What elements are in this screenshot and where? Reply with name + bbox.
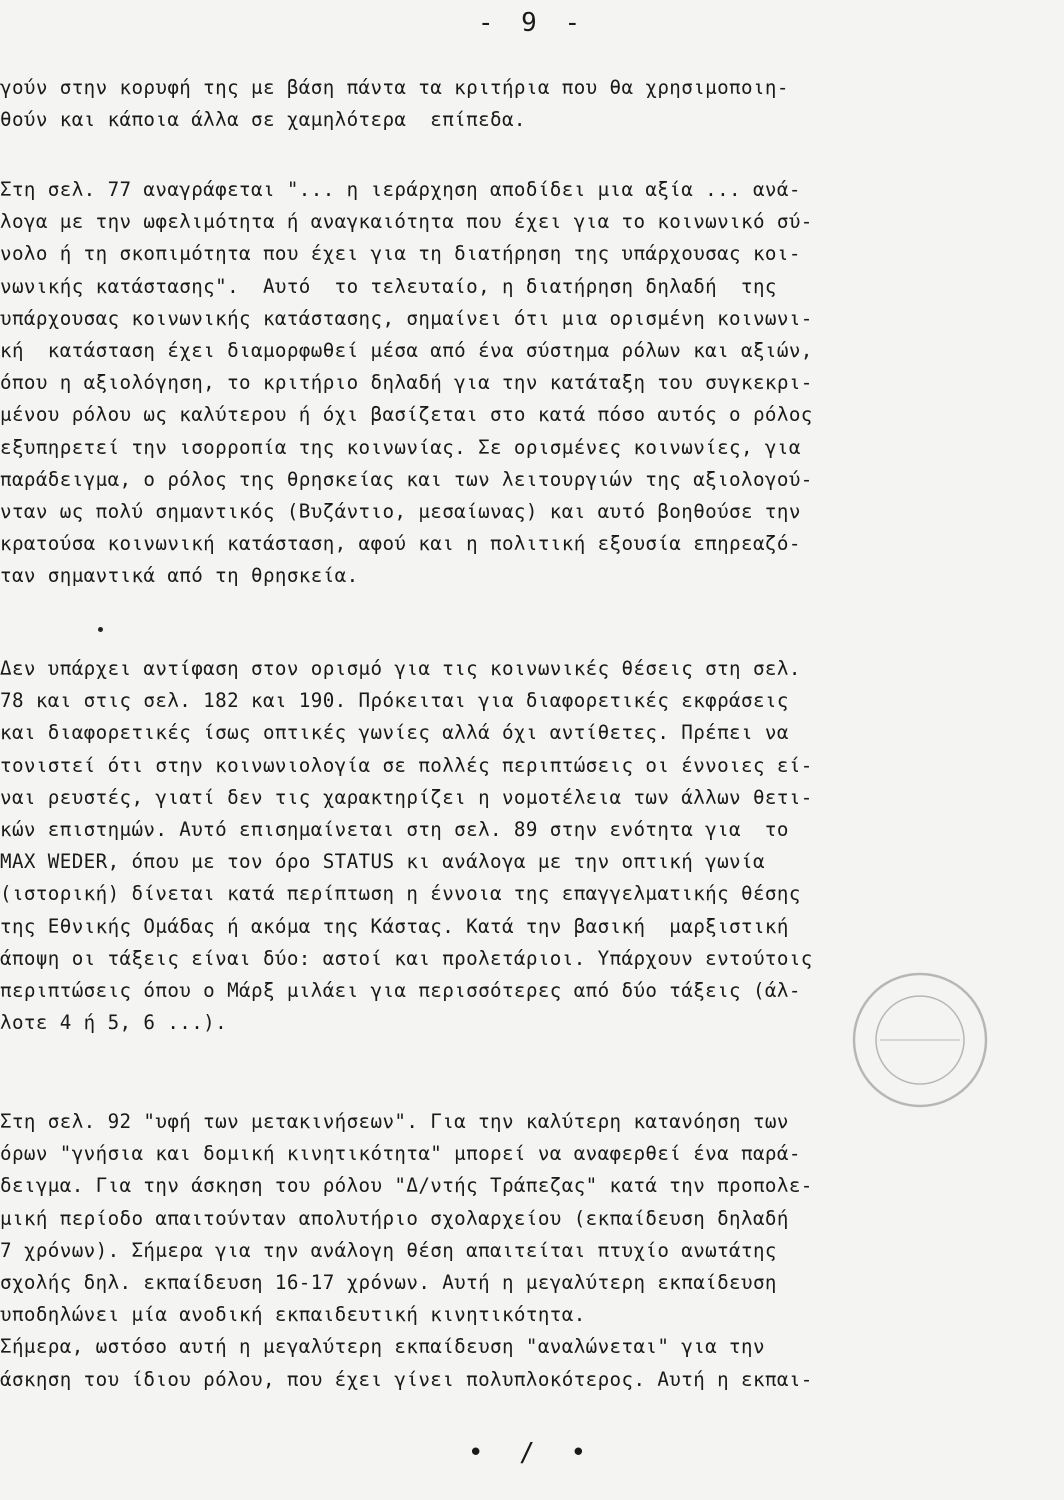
text-line: κή κατάσταση έχει διαμορφωθεί μέσα από ένα σύστημα ρόλων και αξιών, bbox=[0, 338, 813, 362]
text-line: της Εθνικής Ομάδας ή ακόμα της Κάστας. Κατά την βασική μαρξιστική bbox=[0, 914, 789, 938]
text-line: και διαφορετικές ίσως οπτικές γωνίες αλλά όχι αντίθετες. Πρέπει να bbox=[0, 721, 789, 745]
text-line: (ιστορική) δίνεται κατά περίπτωση η έννοια της επαγγελματικής θέσης bbox=[0, 882, 801, 906]
text-line: κρατούσα κοινωνική κατάσταση, αφού και η πολιτική εξουσία επηρεαζό- bbox=[0, 532, 801, 556]
text-line: ταν σημαντικά από τη θρησκεία. bbox=[0, 564, 359, 588]
text-line: όπου η αξιολόγηση, το κριτήριο δηλαδή για την κατάταξη του συγκεκρι- bbox=[0, 371, 813, 395]
page-number: - 9 - bbox=[477, 8, 587, 38]
text-line: κών επιστημών. Αυτό επισημαίνεται στη σελ. 89 στην ενότητα για το bbox=[0, 817, 789, 841]
text-line: Στη σελ. 77 αναγράφεται "... η ιεράρχηση αποδίδει μια αξία ... ανά- bbox=[0, 178, 801, 201]
paragraph-4 bbox=[0, 1106, 1064, 1396]
continuation-mark: • / • bbox=[467, 1438, 597, 1468]
text-line: νολο ή τη σκοπιμότητα που έχει για τη διατήρηση της υπάρχουσας κοι- bbox=[0, 242, 801, 266]
text-line: τονιστεί ότι στην κοινωνιολογία σε πολλές περιπτώσεις οι έννοιες εί- bbox=[0, 753, 813, 777]
text-line: άσκηση του ίδιου ρόλου, που έχει γίνει πολυπλοκότερος. Αυτή η εκπαι- bbox=[0, 1367, 813, 1391]
library-stamp bbox=[850, 970, 990, 1110]
text-line: νταν ως πολύ σημαντικός (Βυζάντιο, μεσαίωνας) και αυτό βοηθούσε την bbox=[0, 499, 801, 523]
text-line: MAX WEDER, όπου με τον όρο STATUS κι ανάλογα με την οπτική γωνία bbox=[0, 850, 765, 874]
text-line: λοτε 4 ή 5, 6 ...). bbox=[0, 1011, 228, 1035]
text-line: υπάρχουσας κοινωνικής κατάστασης, σημαίνει ότι μια ορισμένη κοινωνι- bbox=[0, 306, 813, 330]
paragraph-1 bbox=[0, 72, 1064, 136]
paragraph-2 bbox=[0, 174, 1064, 592]
text-line: υποδηλώνει μία ανοδική εκπαιδευτική κινητικότητα. bbox=[0, 1303, 586, 1327]
text-line: όρων "γνήσια και δομική κινητικότητα" μπορεί να αναφερθεί ένα παρά- bbox=[0, 1142, 801, 1166]
text-line: περιπτώσεις όπου ο Μάρξ μιλάει για περισσότερες από δύο τάξεις (άλ- bbox=[0, 978, 801, 1002]
text-line: ναι ρευστές, γιατί δεν τις χαρακτηρίζει η νομοτέλεια των άλλων θετι- bbox=[0, 785, 813, 809]
text-line: Στη σελ. 92 "υφή των μετακινήσεων". Για την καλύτερη κατανόηση των bbox=[0, 1110, 789, 1133]
text-line: γούν στην κορυφή της με βάση πάντα τα κριτήρια που θα χρησιμοποιη- bbox=[0, 76, 789, 99]
text-line: θούν και κάποια άλλα σε χαμηλότερα επίπεδα. bbox=[0, 108, 526, 132]
text-line: Σήμερα, ωστόσο αυτή η μεγαλύτερη εκπαίδευση "αναλώνεται" για την bbox=[0, 1335, 765, 1359]
text-line: μική περίοδο απαιτούνταν απολυτήριο σχολαρχείου (εκπαίδευση δηλαδή bbox=[0, 1206, 789, 1230]
text-line: Δεν υπάρχει αντίφαση στον ορισμό για τις κοινωνικές θέσεις στη σελ. bbox=[0, 657, 801, 680]
text-line: λογα με την ωφελιμότητα ή αναγκαιότητα που έχει για το κοινωνικό σύ- bbox=[0, 210, 813, 234]
text-line: 78 και στις σελ. 182 και 190. Πρόκειται για διαφορετικές εκφράσεις bbox=[0, 689, 789, 713]
text-line: παράδειγμα, ο ρόλος της θρησκείας και των λειτουργιών της αξιολογού- bbox=[0, 467, 813, 491]
text-line: εξυπηρετεί την ισορροπία της κοινωνίας. Σε ορισμένες κοινωνίες, για bbox=[0, 435, 801, 459]
ink-dot bbox=[98, 627, 103, 632]
text-line: νωνικής κατάστασης". Αυτό το τελευταίο, η διατήρηση δηλαδή της bbox=[0, 274, 777, 298]
text-line: άποψη οι τάξεις είναι δύο: αστοί και προλετάριοι. Υπάρχουν εντούτοις bbox=[0, 946, 813, 970]
text-line: δειγμα. Για την άσκηση του ρόλου "Δ/ντής Τράπεζας" κατά την προπολε- bbox=[0, 1174, 813, 1198]
text-line: 7 χρόνων). Σήμερα για την ανάλογη θέση απαιτείται πτυχίο ανωτάτης bbox=[0, 1238, 777, 1262]
text-line: σχολής δηλ. εκπαίδευση 16-17 χρόνων. Αυτή η μεγαλύτερη εκπαίδευση bbox=[0, 1270, 777, 1294]
text-line: μένου ρόλου ως καλύτερου ή όχι βασίζεται στο κατά πόσο αυτός ο ρόλος bbox=[0, 403, 813, 427]
